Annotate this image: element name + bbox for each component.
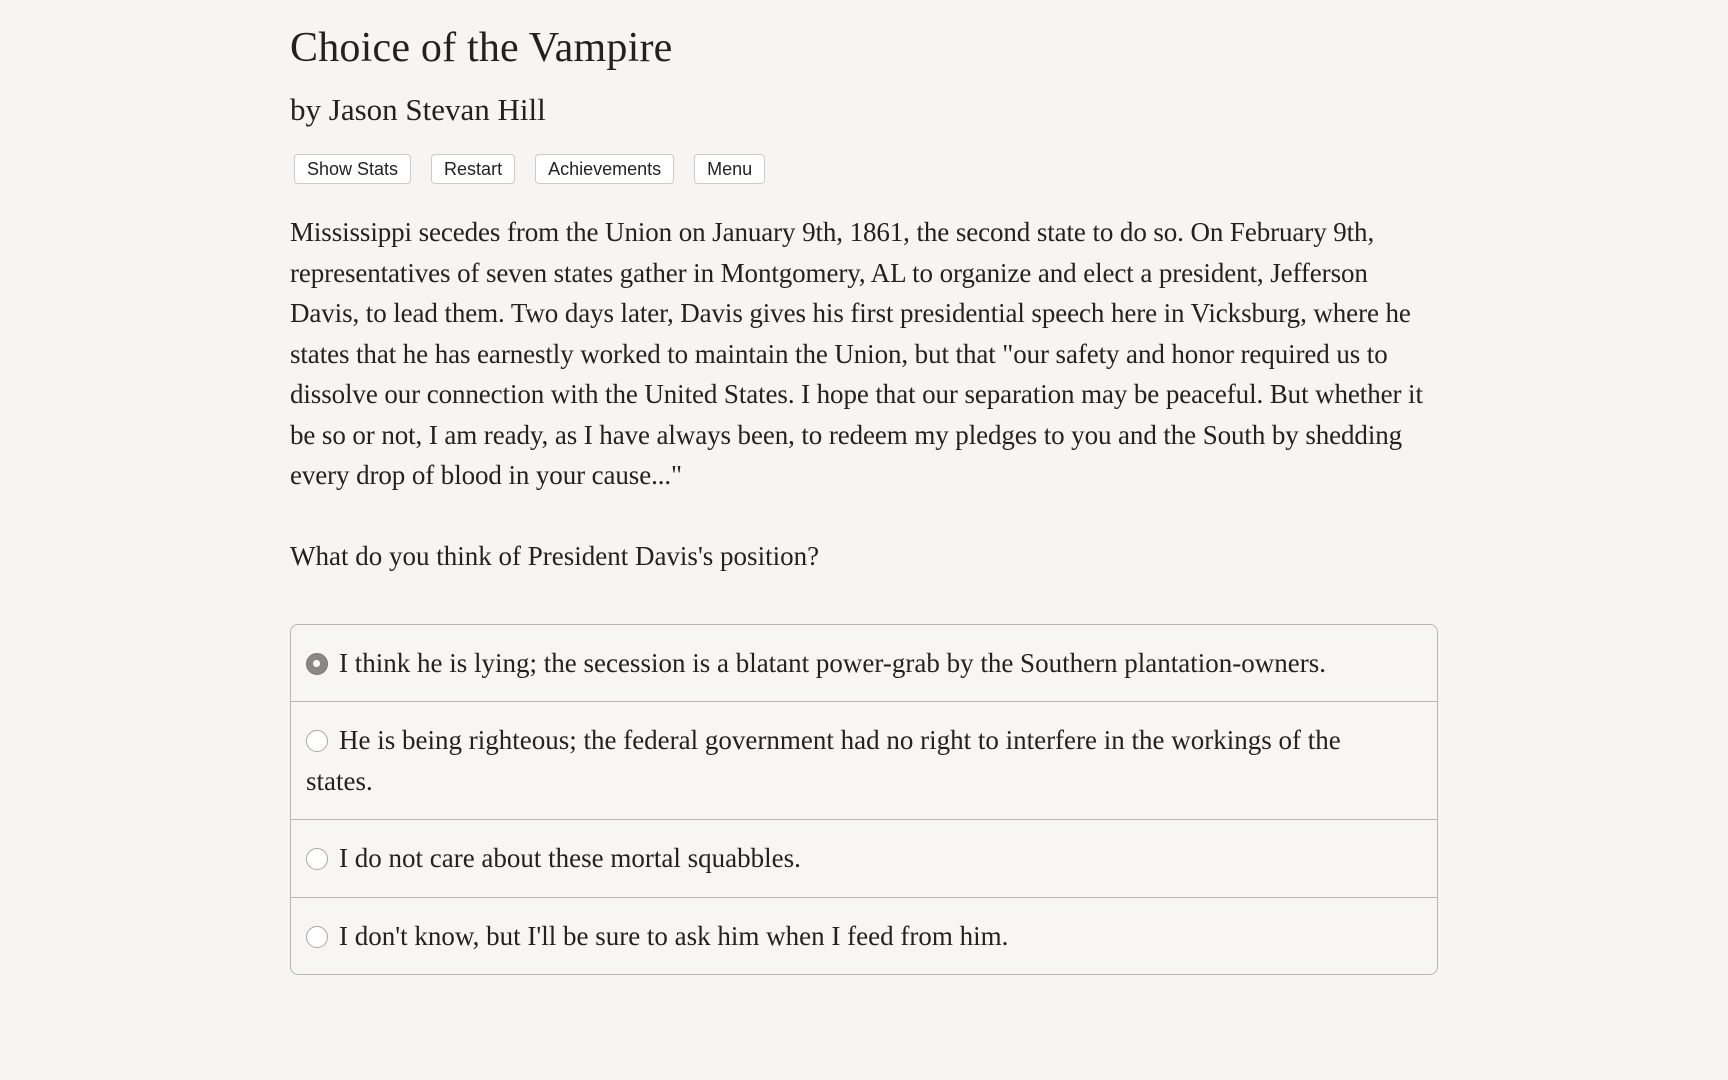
radio-empty-icon[interactable]: [306, 926, 328, 948]
achievements-button[interactable]: Achievements: [535, 154, 674, 184]
toolbar: [290, 154, 1438, 184]
game-author: by Jason Stevan Hill: [290, 92, 546, 127]
game-title: Choice of the Vampire: [290, 25, 673, 71]
story-text: Mississippi secedes from the Union on January 9th, 1861, the second state to do so. On February 9th, representatives of seven states gather in Montgomery, AL to organize and elect a president, Jefferson Davis, to lead them. Two days later, Davis gives his first presidential speech here in Vicksburg, where he states that he has earnestly worked to maintain the Union, but that "our safety and honor required us to dissolve our connection with the United States. I hope that our separation may be peaceful. But whether it be so or not, I am ready, as I have always been, to redeem my pledges to you and the South by shedding every drop of blood in your cause...": [290, 217, 1423, 490]
choice-label: I think he is lying; the secession is a blatant power-grab by the Southern plantation-owners.: [339, 647, 1326, 678]
choice-option-3[interactable]: [291, 819, 1437, 897]
choice-label: He is being righteous; the federal government had no right to interfere in the workings of the states.: [306, 725, 1341, 796]
choice-label: I do not care about these mortal squabbles.: [339, 843, 801, 873]
menu-button[interactable]: Menu: [694, 154, 765, 184]
choice-list: [290, 624, 1438, 976]
show-stats-button[interactable]: Show Stats: [294, 154, 411, 184]
choice-option-2[interactable]: [291, 701, 1437, 819]
radio-empty-icon[interactable]: [306, 730, 328, 752]
choice-option-1[interactable]: [291, 625, 1437, 702]
radio-empty-icon[interactable]: [306, 848, 328, 870]
question-text: What do you think of President Davis's position?: [290, 540, 820, 571]
restart-button[interactable]: Restart: [431, 154, 515, 184]
choice-label: I don't know, but I'll be sure to ask him when I feed from him.: [339, 920, 1009, 951]
choice-option-4[interactable]: [291, 897, 1437, 975]
radio-selected-icon[interactable]: [306, 653, 328, 675]
game-page: [290, 0, 1438, 975]
